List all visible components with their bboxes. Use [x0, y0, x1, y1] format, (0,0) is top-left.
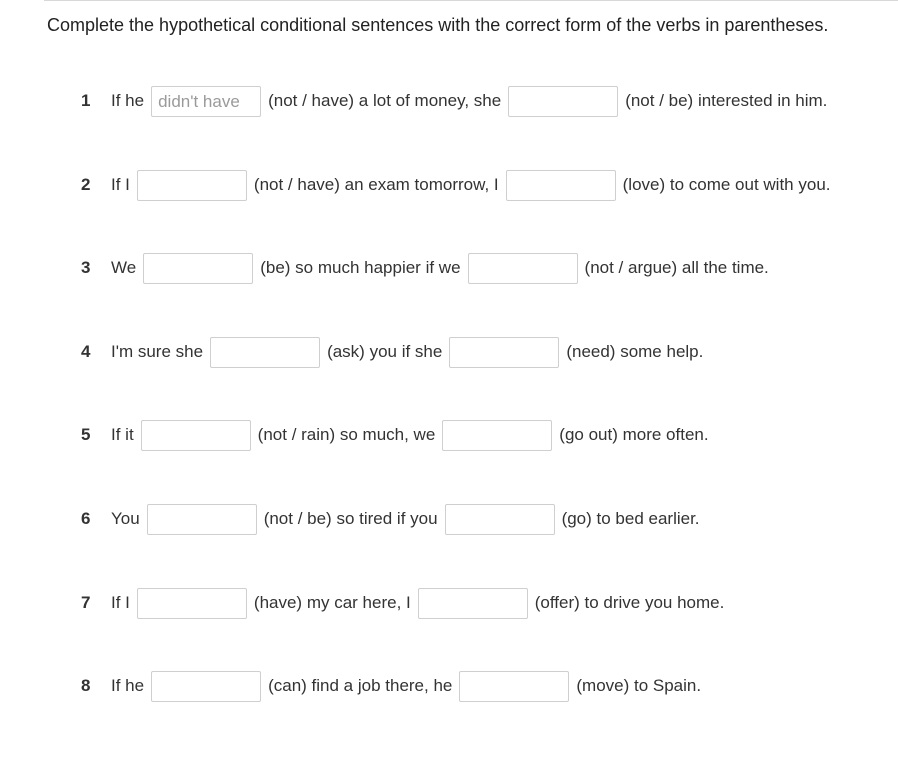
answer-field-1[interactable] — [151, 671, 261, 702]
item-number: 5 — [81, 425, 91, 444]
sentence-part-c: (offer) to drive you home. — [534, 593, 725, 612]
sentence-part-a: If he — [111, 91, 145, 110]
answer-field-2[interactable] — [442, 420, 552, 451]
sentence-part-c: (not / be) interested in him. — [625, 91, 828, 110]
answer-field-2[interactable] — [468, 253, 578, 284]
sentence-part-a: I'm sure she — [111, 342, 204, 361]
sentence-part-a: If I — [111, 175, 130, 194]
sentence-part-b: (have) my car here, I — [253, 593, 411, 612]
exercise-item-3 — [81, 252, 769, 284]
answer-field-2[interactable] — [449, 337, 559, 368]
answer-field-1[interactable] — [143, 253, 253, 284]
sentence-part-a: We — [111, 258, 137, 277]
answer-field-1[interactable] — [137, 170, 247, 201]
answer-field-2[interactable] — [418, 588, 528, 619]
sentence-part-b: (can) find a job there, he — [268, 676, 453, 695]
exercise-item-6 — [81, 503, 700, 535]
item-number: 8 — [81, 676, 91, 695]
sentence-part-a: If I — [111, 593, 130, 612]
item-number: 6 — [81, 509, 91, 528]
answer-field-2[interactable] — [508, 86, 618, 117]
sentence-part-b: (ask) you if she — [327, 342, 443, 361]
top-divider — [44, 0, 898, 1]
sentence-part-a: If he — [111, 676, 145, 695]
answer-field-1[interactable] — [141, 420, 251, 451]
exercise-item-7 — [81, 587, 724, 619]
exercise-item-4 — [81, 336, 703, 368]
sentence-part-c: (move) to Spain. — [576, 676, 702, 695]
instruction-text: Complete the hypothetical conditional sentences with the correct form of the verbs in parentheses. — [47, 15, 829, 35]
item-number: 1 — [81, 91, 91, 110]
exercise-item-5 — [81, 419, 709, 451]
sentence-part-b: (be) so much happier if we — [260, 258, 461, 277]
answer-field-1[interactable] — [147, 504, 257, 535]
sentence-part-c: (not / argue) all the time. — [584, 258, 769, 277]
answer-field-1[interactable]: didn't have — [151, 86, 261, 117]
sentence-part-a: If it — [111, 425, 134, 444]
sentence-part-b: (not / have) an exam tomorrow, I — [253, 175, 499, 194]
sentence-part-c: (go) to bed earlier. — [561, 509, 700, 528]
item-number: 4 — [81, 342, 91, 361]
answer-field-1[interactable] — [137, 588, 247, 619]
exercise-item-2 — [81, 169, 831, 201]
sentence-part-b: (not / have) a lot of money, she — [268, 91, 502, 110]
sentence-part-c: (need) some help. — [566, 342, 704, 361]
item-number: 3 — [81, 258, 91, 277]
sentence-part-a: You — [111, 509, 140, 528]
sentence-part-c: (go out) more often. — [559, 425, 709, 444]
sentence-part-c: (love) to come out with you. — [622, 175, 831, 194]
answer-field-2[interactable] — [506, 170, 616, 201]
item-number: 7 — [81, 593, 91, 612]
answer-field-2[interactable] — [459, 671, 569, 702]
exercise-item-1 — [81, 85, 827, 117]
sentence-part-b: (not / rain) so much, we — [257, 425, 436, 444]
exercise-item-8 — [81, 670, 701, 702]
sentence-part-b: (not / be) so tired if you — [263, 509, 438, 528]
answer-field-1[interactable] — [210, 337, 320, 368]
item-number: 2 — [81, 175, 91, 194]
answer-field-2[interactable] — [445, 504, 555, 535]
